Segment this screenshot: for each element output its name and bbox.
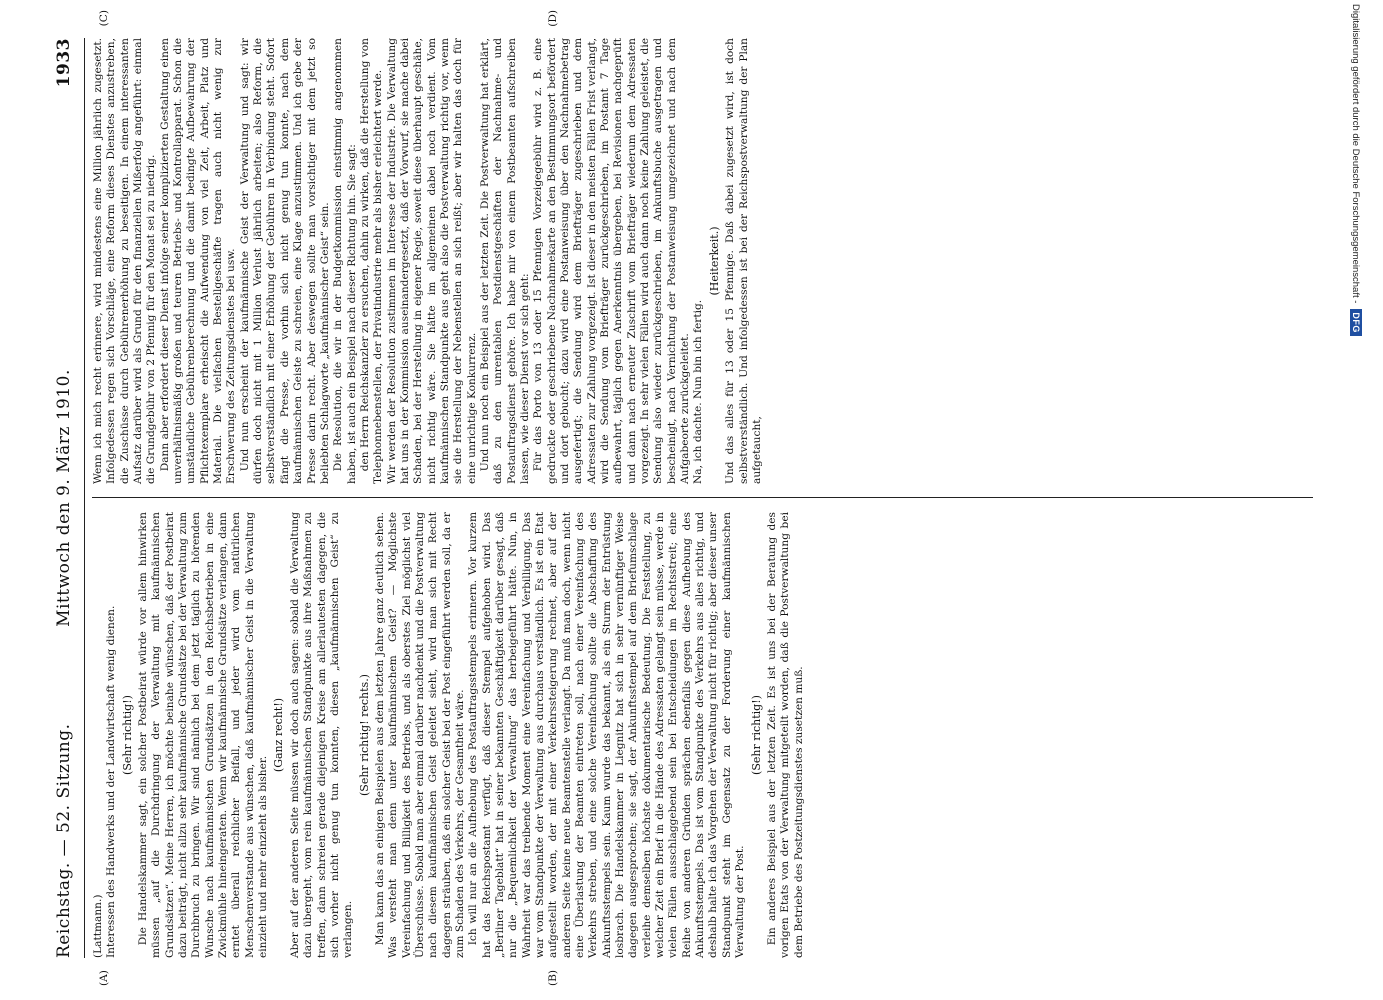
- header-rule: [84, 38, 85, 958]
- column-right: [92, 10, 1313, 498]
- speaker-label: (Lattmann.): [92, 894, 104, 958]
- paragraph: Die Handelskammer sagt, ein solcher Postbeirat würde vor allem hinwirken müssen „auf die Durchdringung der Verwaltung mit kaufmännischen Grundsätzen“. Meine Herren, ich möchte beinahe wünschen, daß der Postbeirat dazu beiträgt, nicht allzu sehr kaufmännische Grundsätze bei der Verwaltung zum Durchbruch zu bringen. Wir sind nämlich bei dem jetzt täglich zu hörenden Wunsche nach kaufmännischen Grundsätzen in den Reichsbetrieben in eine Zwickmühle hineingeraten. Wenn wir kaufmännische Grundsätze verlangen, dann erntet überall reichlicher Beifall, und jeder wird vom natürlichen Menschenverstande aus wünschen, daß kaufmännischer Geist in die Verwaltung einzieht und mehr einzieht als bisher.: [137, 512, 270, 958]
- interjection: (Sehr richtig!): [120, 695, 134, 775]
- margin-letter-c: (C): [98, 10, 110, 27]
- header-session: Reichstag. — 52. Sitzung.: [54, 723, 74, 958]
- paragraph: Wir werden der Resolution zustimmen im Interesse der Industrie. Die Verwaltung hat uns in der Kommission auseinandergesetzt, daß der Vorwurf, sie mache dabei Schaden, bei der Herstellung in eigener Regie, soweit diese überhaupt geschähe, nicht richtig wäre. Sie hätte im allgemeinen dabei noch verdient. Vom kaufmännischen Standpunkte aus geht also die Postverwaltung richtig vor, wenn sie die Herstellung der Nebenstellen an sich reißt; aber wir halten das doch für eine unrichtige Konkurrenz.: [385, 38, 478, 484]
- header-page-number: 1933: [54, 38, 74, 88]
- interjection: (Sehr richtig! rechts.): [357, 674, 371, 796]
- digitization-imprint: [1350, 4, 1362, 336]
- paragraph: Man kann das an einigen Beispielen aus dem letzten Jahre ganz deutlich sehen. Was versteht man denn unter kaufmännischem Geist? — Möglichste Vereinfachung und Billigkeit des Betriebs, und als oberstes Ziel möglichst viel Überschüsse. Sobald man aber einmal darüber nachdenkt und die Postverwaltung nach diesem kaufmännischen Geist geleitet sieht, wird man sich mit Recht dagegen sträuben, daß ein solcher Geist bei der Post eingeführt werden soll, da er zum Schaden des Verkehrs, der Gesamtheit wäre.: [373, 512, 466, 958]
- margin-letter-a: (A): [98, 970, 110, 986]
- paragraph: Ein anderes Beispiel aus der letzten Zeit. Es ist uns bei der Beratung des vorigen Etats von der Verwaltung mitgeteilt worden, daß die Postverwaltung bei dem Betriebe des Postzeitungsdienstes zusetzen muß.: [765, 512, 805, 958]
- paragraph: Ich will nur an die Aufhebung des Postauftragsstempels erinnern. Vor kurzem hat das Reichspostamt verfügt, daß dieser Stempel aufgehoben wird. Das „Berliner Tageblatt“ hat in seiner bekannten Geschäftigkeit darüber gesagt, daß nur die „Bequemlichkeit der Verwaltung“ das herbeigeführt hätte. Nun, in Wahrheit war das treibende Moment eine Vereinfachung und Verbilligung. Das war vom Standpunkte der Verwaltung aus durchaus verständlich. Es ist ein Etat aufgestellt worden, der mit einer Verkehrssteigerung rechnet, aber auf der anderen Seite keine neue Beamtenstelle verlangt. Da muß man doch, wenn nicht eine Überlastung der Beamten eintreten soll, nach einer Vereinfachung des Verkehrs streben, und eine solche Vereinfachung sollte die Abschaffung des Ankunftsstempels sein. Kaum wurde das bekannt, als ein Sturm der Entrüstung losbrach. Die Handelskammer in Liegnitz hat sich in sehr vernünftiger Weise dagegen ausgesprochen; sie sagt, der Ankunftsstempel auf dem Briefumschlage verleihe demselben höchste dokumentarische Bedeutung. Die Feststellung, zu welcher Zeit ein Brief in die Hände des Adressaten gelangt sein müsse, werde in vielen Fällen ausschlaggebend sein bei Entscheidungen im Rechtsstreit; eine Reihe von anderen Gründen sprächen ebenfalls gegen diese Aufhebung des Ankunftsstempels. Das ist vom Standpunkte des Verkehrs aus alles richtig, und deshalb halte ich das Vorgehen der Verwaltung nicht für richtig; aber dieser unser Standpunkt steht im Gegensatz zu der Forderung einer kaufmännischen Verwaltung der Post.: [467, 512, 747, 958]
- paragraph: Interessen des Handwerks und der Landwirtschaft wenig dienen.: [105, 605, 118, 958]
- column-left-body: [105, 512, 806, 958]
- dfg-logo: DFG: [1350, 309, 1362, 336]
- margin-letter-d: (D): [547, 10, 559, 27]
- document-page: [48, 10, 1313, 986]
- interjection: (Sehr richtig!): [749, 695, 763, 775]
- interjection: (Heiterkeit.): [707, 226, 721, 296]
- paragraph: Na, ich dachte. Nun bin ich fertig.: [692, 299, 705, 484]
- text-columns: [92, 10, 1313, 986]
- paragraph: Dann aber erfordert dieser Dienst infolge seiner komplizierten Gestaltung einen unverhältnismäßig großen und teuren Betriebs- und Kontrollapparat. Schon die umständliche Gebührenberechnung und die damit bedingte Aufbewahrung der Pflichtexemplare erheischt die Aufwendung von viel Zeit, Arbeit, Platz und Material. Die vielfachen Bestellgeschäfte tragen auch nicht wenig zur Erschwerung des Zeitungsdienstes bei usw.: [158, 38, 238, 484]
- paragraph: Und nun erscheint der kaufmännische Geist der Verwaltung und sagt: wir dürfen doch nicht mit 1 Million Verlust jährlich arbeiten; also Reform, die selbstverständlich mit einer Erhöhung der Gebühren in Verbindung steht. Sofort fängt die Presse, die vorhin sich nicht genug tun konnte, nach dem kaufmännischen Geiste zu schreien, eine Klage anzustimmen. Und ich gebe der Presse darin recht. Aber deswegen sollte man vorsichtiger mit dem jetzt so beliebten Schlagworte „kaufmännischer Geist“ sein.: [238, 38, 331, 484]
- paragraph: Für das Porto von 13 oder 15 Pfennigen Vorzeigegebühr wird z. B. eine gedruckte oder geschriebene Nachnahmekarte an den Bestimmungsort befördert und dort gebucht; dazu wird eine Postanweisung über den Nachnahmebetrag ausgefertigt; die Sendung wird dem Briefträger zugeschrieben und dem Adressaten zur Zahlung vorgezeigt. Ist dieser in den meisten Fällen Frist verlangt, wird die Sendung vom Briefträger zurückgeschrieben, im Postamt 7 Tage aufbewahrt, täglich gegen Anerkenntnis übergeben, bei Revisionen nachgeprüft und dann nach erneuter Zuschrift vom Briefträger wiederum dem Adressaten vorgezeigt. In sehr vielen Fällen wird auch dann noch keine Zahlung geleistet, die Sendung also wieder zurückgeschrieben, im Ankunftsbuche ausgetragen und bescheinigt, nach Vernichtung der Postanweisung umgezeichnet und nach dem Aufgabeorte zurückgeleitet.: [532, 38, 692, 484]
- running-header: [48, 38, 84, 958]
- header-date: Mittwoch den 9. März 1910.: [54, 369, 74, 627]
- column-divider: [92, 497, 1313, 498]
- paragraph: den Herrn Reichskanzler zu ersuchen, dahin zu wirken, daß die Herstellung von Telephonnebenstellen, der Privatindustrie mehr als bisher erleichtert werde.: [358, 38, 385, 484]
- imprint-text: Digitalisierung gefördert durch die Deutsche Forschungsgemeinschaft -: [1350, 4, 1362, 304]
- column-right-body: [92, 38, 764, 484]
- paragraph: Aber auf der anderen Seite müssen wir doch auch sagen: sobald die Verwaltung dazu übergeht, vom rein kaufmännischen Standpunkte aus ihre Maßnahmen zu treffen, dann schreien gerade diejenigen Kreise am allerlautesten dagegen, die sich vorher nicht genug tun konnten, diesen „kaufmännischen Geist“ zu verlangen.: [288, 512, 355, 958]
- paragraph: Die Resolution, die wir in der Budgetkommission einstimmig angenommen haben, ist auch ein Beispiel nach dieser Richtung hin. Sie sagt:: [332, 38, 358, 484]
- paragraph: Wenn ich mich recht erinnere, wird mindestens eine Million jährlich zugesetzt. Infolgedessen regen sich Vorschläge, eine Reform dieses Dienstes anzustreben, die Zuschüsse durch Gebührenerhöhung zu beseitigen. In einem interessanten Aufsatz darüber wird als Grund für den finanziellen Mißerfolg angeführt: einmal die Grundgebühr von 2 Pfennig für den Monat sei zu niedrig.: [92, 38, 158, 484]
- paragraph: Und nun noch ein Beispiel aus der letzten Zeit. Die Postverwaltung hat erklärt, daß zu den unrentablen Postdienstgeschäften der Nachnahme- und Postauftragsdienst gehöre. Ich habe mir von einem Postbeamten aufschreiben lassen, wie dieser Dienst vor sich geht:: [478, 38, 531, 484]
- margin-letter-b: (B): [547, 969, 559, 986]
- interjection: (Ganz recht!): [272, 697, 286, 773]
- paragraph: Und das alles für 13 oder 15 Pfennige. Daß dabei zugesetzt wird, ist doch selbstverständlich. Und infolgedessen ist bei der Reichspostverwaltung der Plan aufgetaucht,: [724, 38, 763, 484]
- column-left: [92, 498, 1313, 986]
